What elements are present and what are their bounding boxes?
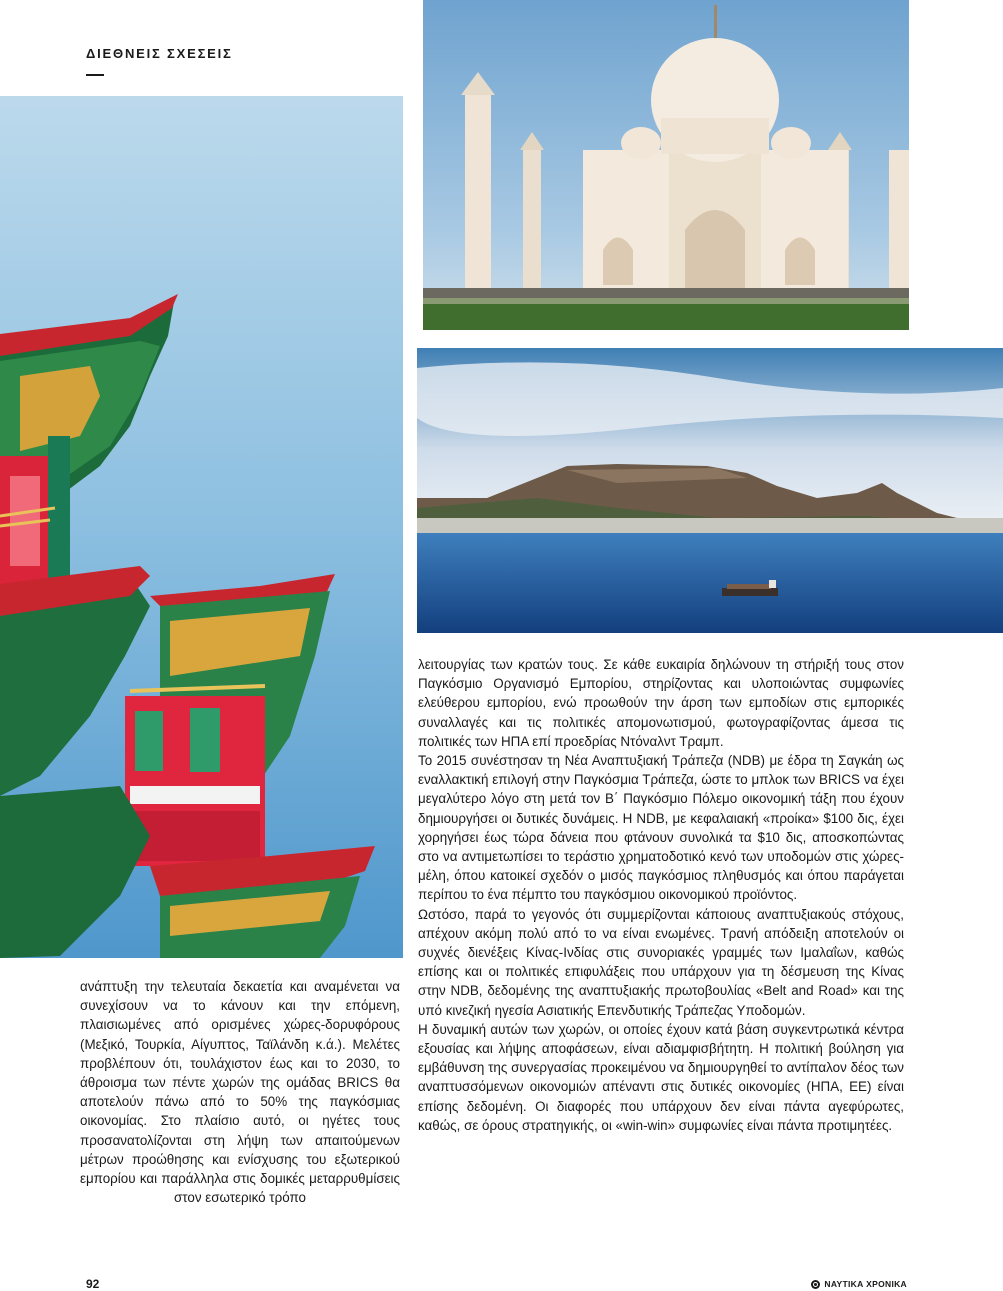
- pagoda-photo: [0, 96, 403, 958]
- taj-mahal-photo: [423, 0, 909, 330]
- publication-brand: [811, 1279, 907, 1289]
- section-label: ΔΙΕΘΝΕΙΣ ΣΧΕΣΕΙΣ: [86, 46, 233, 61]
- section-rule: [86, 74, 104, 76]
- cape-town-photo: [417, 348, 1003, 633]
- article-paragraph: λειτουργίας των κρατών τους. Σε κάθε ευκαιρία δηλώνουν τη στήριξή τους στον Παγκόσμιο Οργανισμό Εμπορίου, στηρίζοντας και υλοποιώντας συμφωνίες ελεύθερου εμπορίου, ενώ προωθούν την άρση των εμποδίων στις εμπορικές συναλλαγές και τις πολιτικές απομονωτισμού, φωτογραφίζοντας άμεσα τις πολιτικές των ΗΠΑ επί προεδρίας Ντόναλντ Τραμπ.: [418, 657, 904, 749]
- page-number: 92: [86, 1277, 100, 1291]
- brand-logo-icon: [811, 1280, 820, 1289]
- article-paragraph: Η δυναμική αυτών των χωρών, οι οποίες έχουν κατά βάση συγκεντρωτικά κέντρα εξουσίας και λήψης αποφάσεων, είναι αδιαμφισβήτητη. Η πολιτική βούληση για εμβάθυνση της συνεργασίας προκειμένου να δημιουργηθεί το αντίπαλον δέος των αναπτυσσόμενων οικονομιών απέναντι στις δυτικές οικονομίες (ΗΠΑ, ΕΕ) είναι επίσης δεδομένη. Οι διαφορές που υπάρχουν δεν είναι πάντα αγεφύρωτες, καθώς, σε όρους στρατηγικής, οι «win-win» συμφωνίες είναι πάντα προτιμητέες.: [418, 1021, 904, 1133]
- article-paragraph: Το 2015 συνέστησαν τη Νέα Αναπτυξιακή Τράπεζα (NDB) με έδρα τη Σαγκάη ως εναλλακτική επιλογή στην Παγκόσμια Τράπεζα, ώστε το μπλοκ των BRICS να έχει μεγαλύτερο λόγο στη μετά τον Β΄ Παγκόσμιο Πόλεμο οικονομική τάξη που έχουν δημιουργήσει οι δυτικές δυνάμεις. Η NDB, με κεφαλαιακή «προίκα» $100 δις, έχει χορηγήσει έως τώρα δάνεια που φτάνουν συνολικά τα $10 δις, αποσκοπώντας στο να αντιμετωπίσει το τεράστιο χρηματοδοτικό κενό των υποδομών στις χώρες-μέλη, όπου κατοικεί σχεδόν ο μισός παγκόσμιος πληθυσμός και όπου παράγεται περίπου το ένα πέμπτο του παγκόσμιου οικονομικού προϊόντος.: [418, 753, 904, 903]
- article-paragraph: Ωστόσο, παρά το γεγονός ότι συμμερίζονται κάποιους αναπτυξιακούς στόχους, απέχουν ακόμη πολύ από το να είναι ενωμένες. Τρανή απόδειξη αποτελούν οι συχνές διενέξεις Κίνας-Ινδίας στις συνοριακές γραμμές των Ιμαλαΐων, καθώς επίσης και οι πολιτικές επιφυλάξεις που υπάρχουν για τη δέσμευση της Κίνας στην NDB, δεδομένης της αναπτυξιακής πρωτοβουλίας «Belt and Road» και της υπό κινεζική ηγεσία Ασιατικής Επενδυτικής Τράπεζας Υποδομών.: [418, 906, 904, 1018]
- brand-name: ΝΑΥΤΙΚΑ ΧΡΟΝΙΚΑ: [824, 1279, 907, 1289]
- article-left-column: [80, 977, 400, 1207]
- article-right-column: [418, 655, 904, 1135]
- article-paragraph: ανάπτυξη την τελευταία δεκαετία και αναμένεται να συνεχίσουν να το κάνουν και την επόμενη, πλαισιωμένες από ορισμένες χώρες-δορυφόρους (Μεξικό, Τουρκία, Αίγυπτος, Ταϊλάνδη κ.ά.). Μελέτες προβλέπουν ότι, τουλάχιστον έως και το 2030, το άθροισμα των πέντε χωρών της ομάδας BRICS θα αποτελούν πάνω από το 50% της παγκόσμιας οικονομίας. Στο πλαίσιο αυτό, οι ηγέτες τους προσανατολίζονται στη λήψη των απαιτούμενων μέτρων προώθησης και ενίσχυσης του εξωτερικού εμπορίου και παράλληλα στις δομικές μεταρρυθμίσεις στον εσωτερικό τρόπο: [80, 979, 400, 1206]
